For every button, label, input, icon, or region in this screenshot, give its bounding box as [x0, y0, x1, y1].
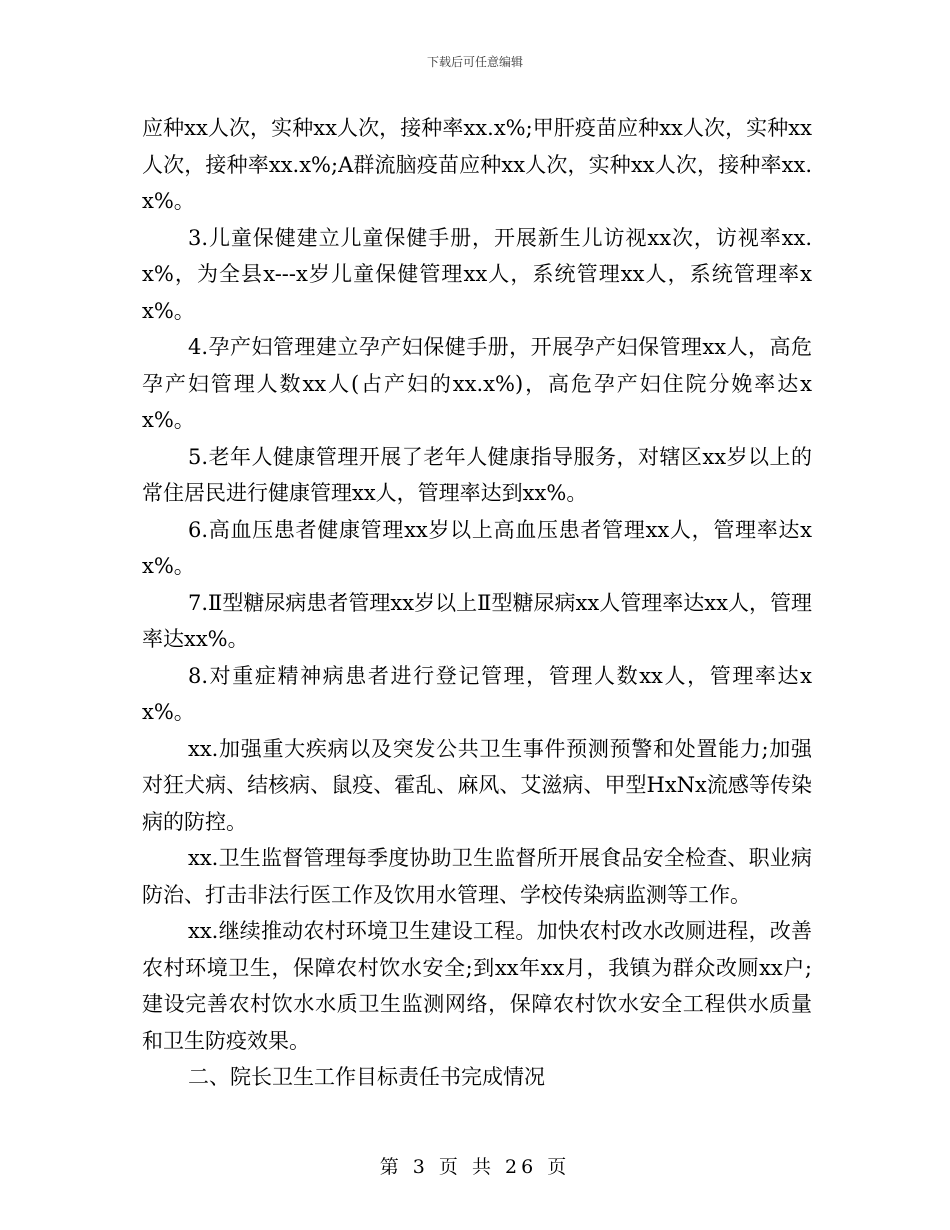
- paragraph: 应种xx人次，实种xx人次，接种率xx.x%;甲肝疫苗应种xx人次，实种xx人次，接种率xx.x%;A群流脑疫苗应种xx人次，实种xx人次，接种率xx.x%。: [142, 116, 812, 213]
- page-header-note: 下载后可任意编辑: [426, 55, 523, 69]
- paragraph: xx.卫生监督管理每季度协助卫生监督所开展食品安全检查、职业病防治、打击非法行医工作及饮用水管理、学校传染病监测等工作。: [142, 846, 812, 907]
- paragraph: 4.孕产妇管理建立孕产妇保健手册，开展孕产妇保管理xx人，高危孕产妇管理人数xx人(占产妇的xx.x%)，高危孕产妇住院分娩率达xx%。: [142, 335, 812, 432]
- document-body: [142, 110, 812, 1096]
- section-heading: 二、院长卫生工作目标责任书完成情况: [188, 1065, 545, 1089]
- page-number: 第 3 页 共 26 页: [379, 1156, 571, 1178]
- paragraph: 6.高血压患者健康管理xx岁以上高血压患者管理xx人，管理率达xx%。: [142, 517, 812, 578]
- paragraph: xx.继续推动农村环境卫生建设工程。加快农村改水改厕进程，改善农村环境卫生，保障农村饮水安全;到xx年xx月，我镇为群众改厕xx户;建设完善农村饮水水质卫生监测网络，保障农村饮水安全工程供水质量和卫生防疫效果。: [142, 919, 812, 1053]
- paragraph: 8.对重症精神病患者进行登记管理，管理人数xx人，管理率达xx%。: [142, 663, 812, 724]
- paragraph: xx.加强重大疾病以及突发公共卫生事件预测预警和处置能力;加强对狂犬病、结核病、鼠疫、霍乱、麻风、艾滋病、甲型HxNx流感等传染病的防控。: [142, 736, 812, 834]
- paragraph: 7.Ⅱ型糖尿病患者管理xx岁以上Ⅱ型糖尿病xx人管理率达xx人，管理率达xx%。: [142, 590, 812, 651]
- paragraph: 3.儿童保健建立儿童保健手册，开展新生儿访视xx次，访视率xx.x%，为全县x---x岁儿童保健管理xx人，系统管理xx人，系统管理率xx%。: [142, 225, 812, 323]
- paragraph: 5.老年人健康管理开展了老年人健康指导服务，对辖区xx岁以上的常住居民进行健康管理xx人，管理率达到xx%。: [142, 444, 812, 505]
